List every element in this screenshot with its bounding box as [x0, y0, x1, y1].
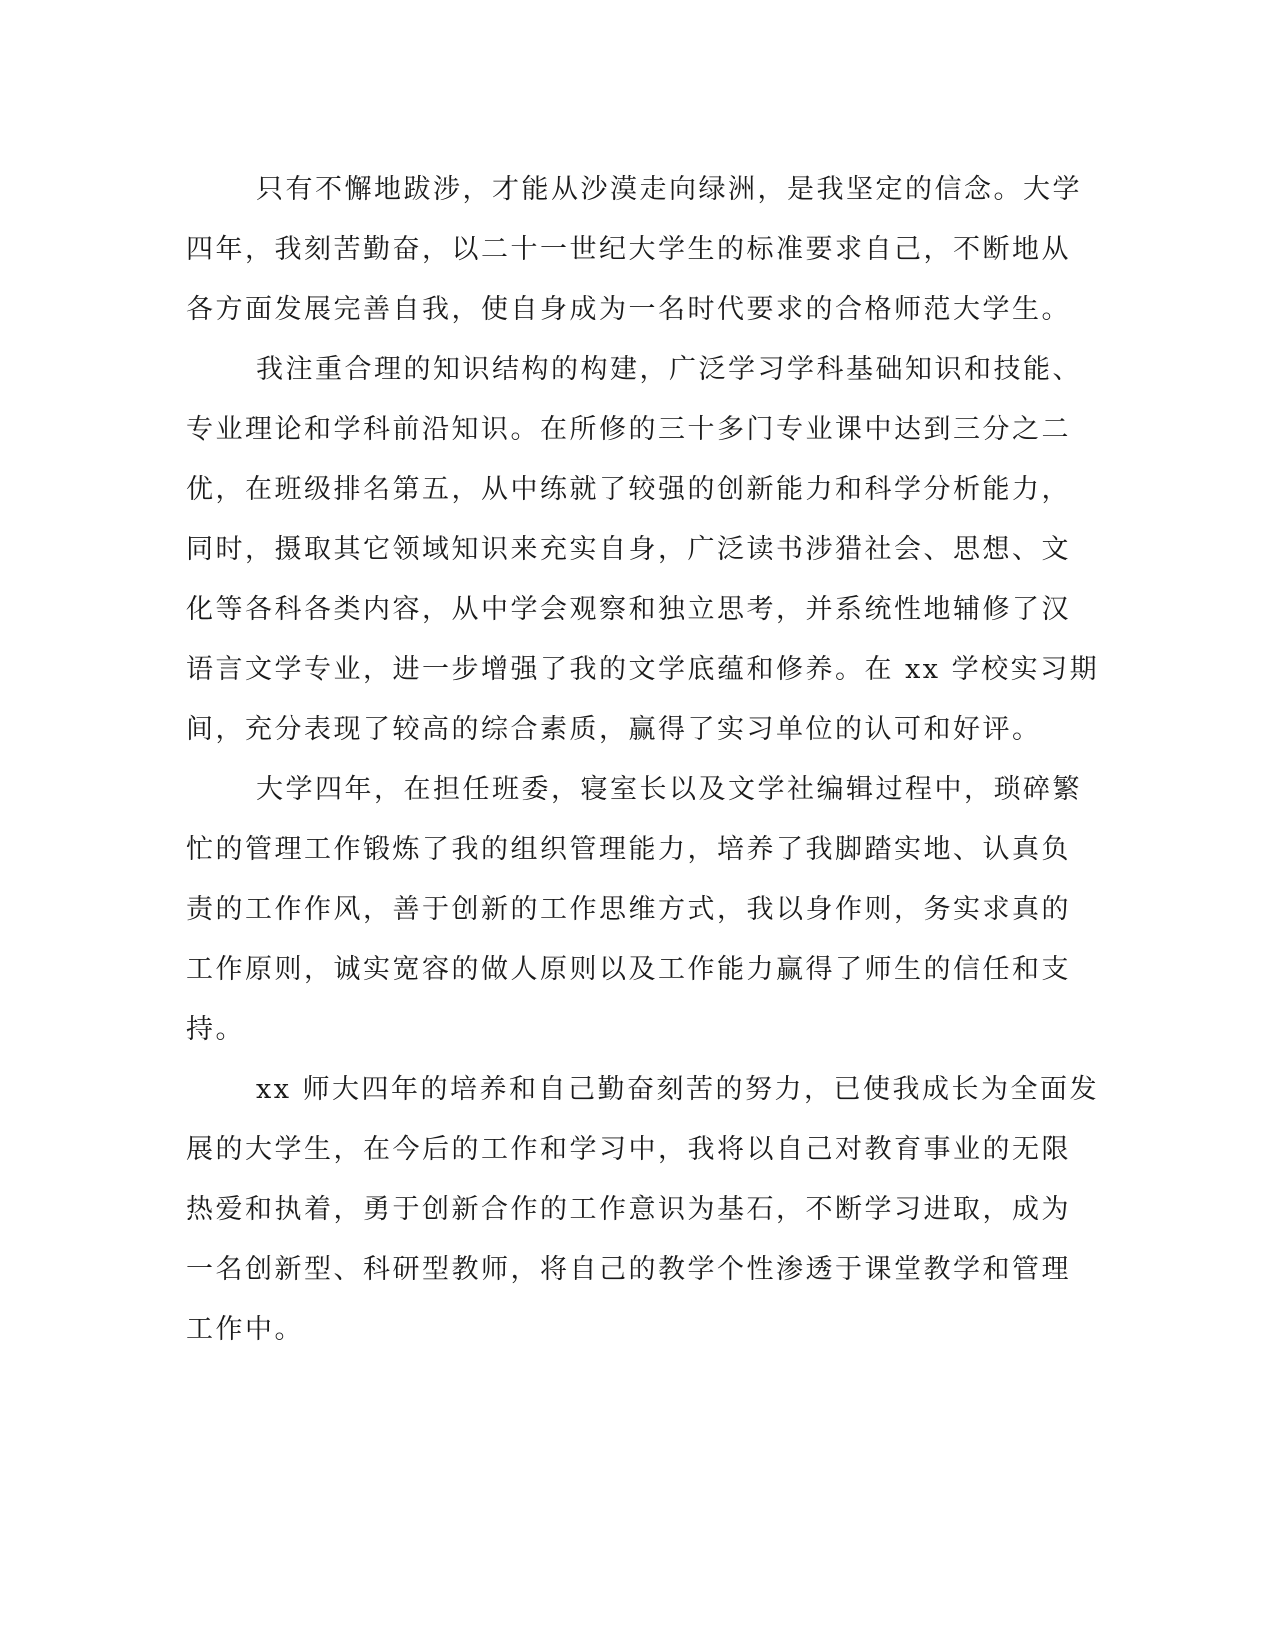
text-line: 间，充分表现了较高的综合素质，赢得了实习单位的认可和好评。	[186, 714, 1042, 745]
text-line: 展的大学生，在今后的工作和学习中，我将以自己对教育事业的无限	[186, 1134, 1071, 1165]
text-line: 责的工作作风，善于创新的工作思维方式，我以身作则，务实求真的	[186, 894, 1071, 925]
text-line: 同时，摄取其它领域知识来充实自身，广泛读书涉猎社会、思想、文	[186, 534, 1071, 565]
paragraph-1	[186, 160, 1082, 340]
text-line: 各方面发展完善自我，使自身成为一名时代要求的合格师范大学生。	[186, 294, 1071, 325]
text-line: 优，在班级排名第五，从中练就了较强的创新能力和科学分析能力，	[186, 474, 1071, 505]
text-line: 我注重合理的知识结构的构建，广泛学习学科基础知识和技能、	[256, 354, 1082, 385]
text-line: 工作原则，诚实宽容的做人原则以及工作能力赢得了师生的信任和支	[186, 954, 1071, 985]
text-line: 化等各科各类内容，从中学会观察和独立思考，并系统性地辅修了汉	[186, 594, 1071, 625]
paragraph-2	[186, 340, 1100, 760]
text-line: 只有不懈地跋涉，才能从沙漠走向绿洲，是我坚定的信念。大学	[256, 174, 1082, 205]
text-line: 语言文学专业，进一步增强了我的文学底蕴和修养。在 xx 学校实习期	[186, 654, 1100, 685]
paragraph-4	[186, 1060, 1100, 1360]
text-line: 四年，我刻苦勤奋，以二十一世纪大学生的标准要求自己，不断地从	[186, 234, 1071, 265]
text-line: 大学四年，在担任班委，寝室长以及文学社编辑过程中，琐碎繁	[256, 774, 1082, 805]
text-line: 工作中。	[186, 1314, 304, 1345]
text-line: 专业理论和学科前沿知识。在所修的三十多门专业课中达到三分之二	[186, 414, 1071, 445]
text-line: 忙的管理工作锻炼了我的组织管理能力，培养了我脚踏实地、认真负	[186, 834, 1071, 865]
paragraph-3	[186, 760, 1082, 1060]
text-line: 热爱和执着，勇于创新合作的工作意识为基石，不断学习进取，成为	[186, 1194, 1071, 1225]
text-line: 持。	[186, 1014, 245, 1045]
document-body	[186, 160, 1100, 1360]
text-line: 一名创新型、科研型教师，将自己的教学个性渗透于课堂教学和管理	[186, 1254, 1071, 1285]
text-line: xx 师大四年的培养和自己勤奋刻苦的努力，已使我成长为全面发	[256, 1074, 1100, 1105]
